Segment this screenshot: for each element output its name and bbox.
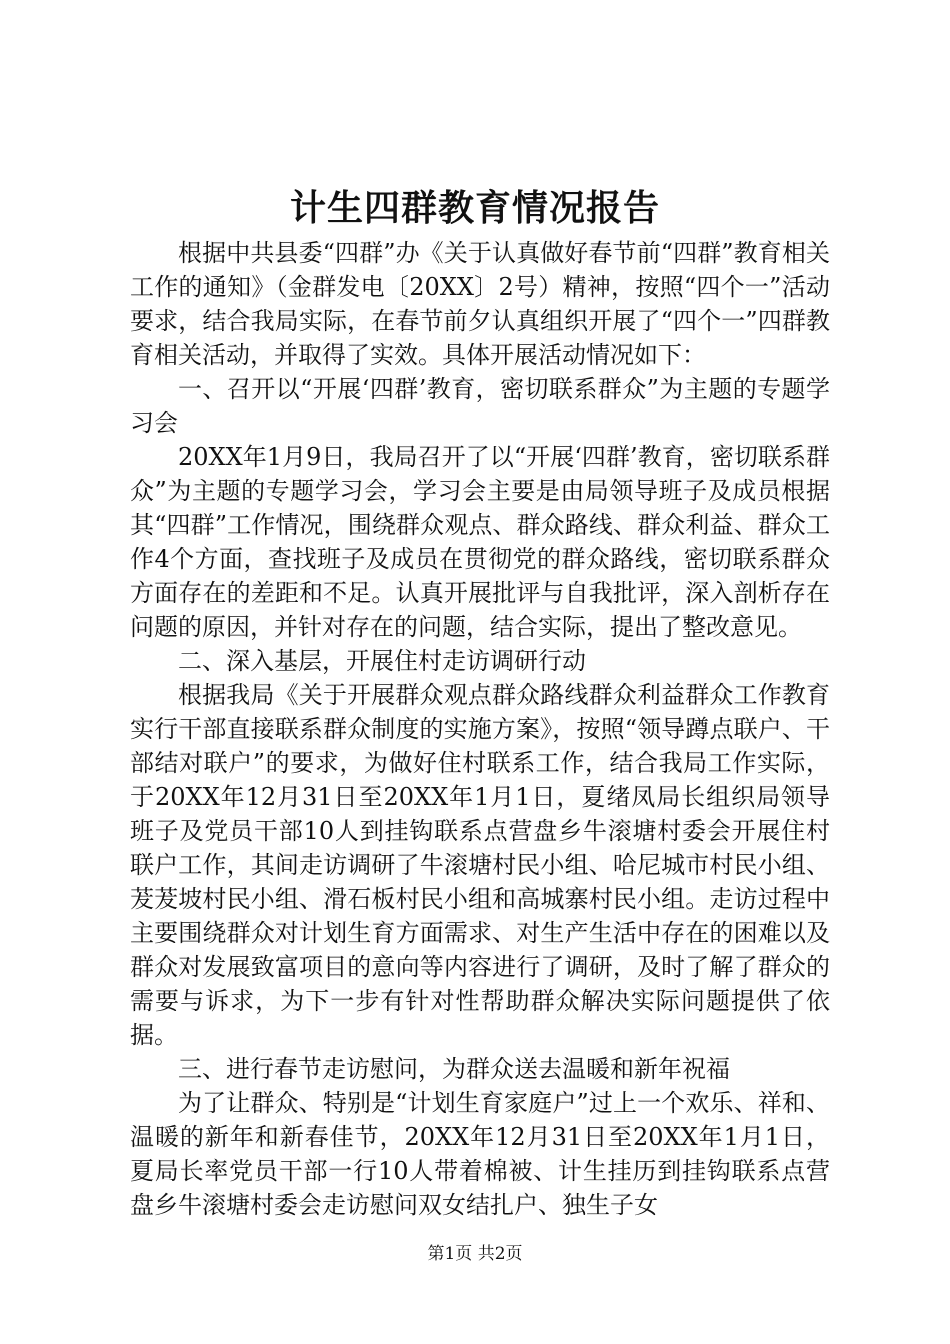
page-footer: 第1页 共2页 [427,1244,523,1264]
section-heading-1: 一、召开以“开展‘四群’教育，密切联系群众”为主题的专题学习会 [130,375,830,437]
paragraph-section-2: 根据我局《关于开展群众观点群众路线群众利益群众工作教育实行干部直接联系群众制度的实施方案》，按照“领导蹲点联户、干部结对联户”的要求，为做好住村联系工作，结合我局工作实际，于20XX年12月31日至20XX年1月1日，夏绪凤局长组织局领导班子及党员干部10人到挂钩联系点营盘乡牛滚塘村委会开展住村联户工作，其间走访调研了牛滚塘村民小组、哈尼城市村民小组、茇茇坡村民小组、滑石板村民小组和高城寨村民小组。走访过程中主要围绕群众对计划生育方面需求、对生产生活中存在的困难以及群众对发展致富项目的意向等内容进行了调研，及时了解了群众的需要与诉求，为下一步有针对性帮助群众解决实际问题提供了依据。 [130,681,830,1049]
section-heading-2: 二、深入基层，开展住村走访调研行动 [178,647,586,675]
document-body [130,236,830,1222]
paragraph-section-3: 为了让群众、特别是“计划生育家庭户”过上一个欢乐、祥和、温暖的新年和新春佳节，20XX年12月31日至20XX年1月1日，夏局长率党员干部一行10人带着棉被、计生挂历到挂钩联系点营盘乡牛滚塘村委会走访慰问双女结扎户、独生子女 [130,1089,830,1219]
section-heading-3: 三、进行春节走访慰问，为群众送去温暖和新年祝福 [178,1055,730,1083]
paragraph-intro: 根据中共县委“四群”办《关于认真做好春节前“四群”教育相关工作的通知》（金群发电〔20XX〕2号）精神，按照“四个一”活动要求，结合我局实际，在春节前夕认真组织开展了“四个一”四群教育相关活动，并取得了实效。具体开展活动情况如下： [130,239,830,369]
document-title: 计生四群教育情况报告 [289,187,660,229]
paragraph-section-1: 20XX年1月9日，我局召开了以“开展‘四群’教育，密切联系群众”为主题的专题学习会，学习会主要是由局领导班子及成员根据其“四群”工作情况，围绕群众观点、群众路线、群众利益、群众工作4个方面，查找班子及成员在贯彻党的群众路线，密切联系群众方面存在的差距和不足。认真开展批评与自我批评，深入剖析存在问题的原因，并针对存在的问题，结合实际，提出了整改意见。 [130,443,830,641]
